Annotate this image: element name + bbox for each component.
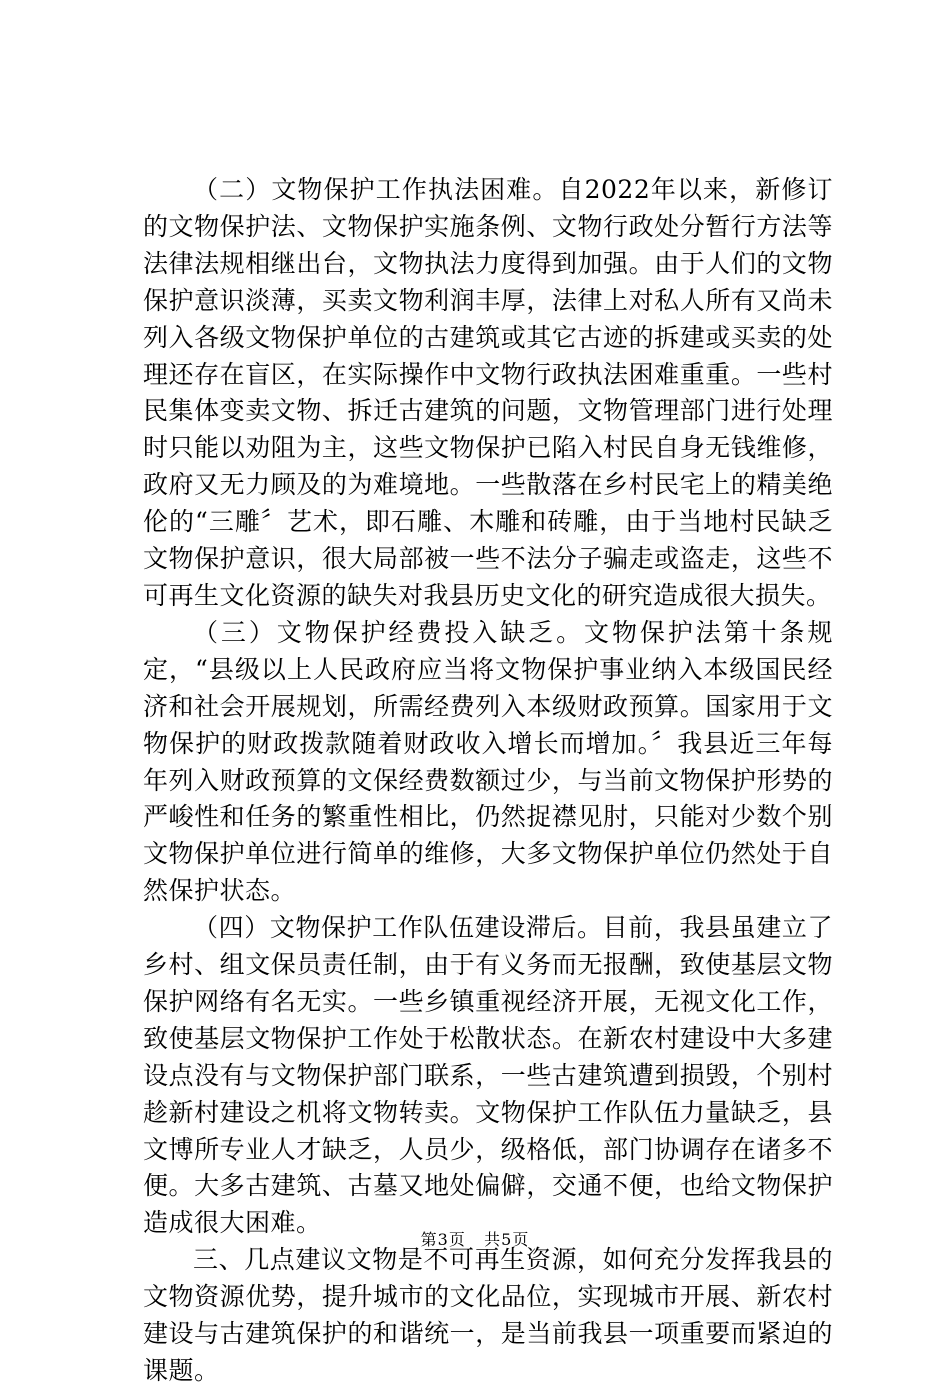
- paragraph-law-enforcement: （二）文物保护工作执法困难。自2022年以来，新修订的文物保护法、文物保护实施条例、文物行政处分暂行方法等法律法规相继出台，文物执法力度得到加强。由于人们的文物保护意识淡薄，买卖文物利润丰厚，法律上对私人所有又尚未列入各级文物保护单位的古建筑或其它古迹的拆建或买卖的处理还存在盲区，在实际操作中文物行政执法困难重重。一些村民集体变卖文物、拆迁古建筑的问题，文物管理部门进行处理时只能以劝阻为主，这些文物保护已陷入村民自身无钱维修，政府又无力顾及的为难境地。一些散落在乡村民宅上的精美绝伦的“三雕〞艺术，即石雕、木雕和砖雕，由于当地村民缺乏文物保护意识，很大局部被一些不法分子骗走或盗走，这些不可再生文化资源的缺失对我县历史文化的研究造成很大损失。: [143, 175, 833, 610]
- paragraph-funding: （三）文物保护经费投入缺乏。文物保护法第十条规定，“县级以上人民政府应当将文物保护事业纳入本级国民经济和社会开展规划，所需经费列入本级财政预算。国家用于文物保护的财政拨款随着财政收入增长而增加。〞我县近三年每年列入财政预算的文保经费数额过少，与当前文物保护形势的严峻性和任务的繁重性相比，仍然捉襟见肘，只能对少数个别文物保护单位进行简单的维修，大多文物保护单位仍然处于自然保护状态。: [143, 617, 833, 906]
- page-number: 第3页: [420, 1230, 466, 1249]
- page-footer: [0, 1230, 950, 1250]
- paragraph-team-building: （四）文物保护工作队伍建设滞后。目前，我县虽建立了乡村、组文保员责任制，由于有义务而无报酬，致使基层文物保护网络有名无实。一些乡镇重视经济开展，无视文化工作，致使基层文物保护工作处于松散状态。在新农村建设中大多建设点没有与文物保护部门联系，一些古建筑遭到损毁，个别村趁新村建设之机将文物转卖。文物保护工作队伍力量缺乏，县文博所专业人才缺乏，人员少，级格低，部门协调存在诸多不便。大多古建筑、古墓又地处偏僻，交通不便，也给文物保护造成很大困难。: [143, 913, 833, 1238]
- page-total: 共5页: [484, 1230, 530, 1249]
- paragraph-suggestions: 三、几点建议文物是不可再生资源，如何充分发挥我县的文物资源优势，提升城市的文化品位，实现城市开展、新农村建设与古建筑保护的和谐统一，是当前我县一项重要而紧迫的课题。: [143, 1245, 833, 1385]
- document-body: [143, 172, 833, 1390]
